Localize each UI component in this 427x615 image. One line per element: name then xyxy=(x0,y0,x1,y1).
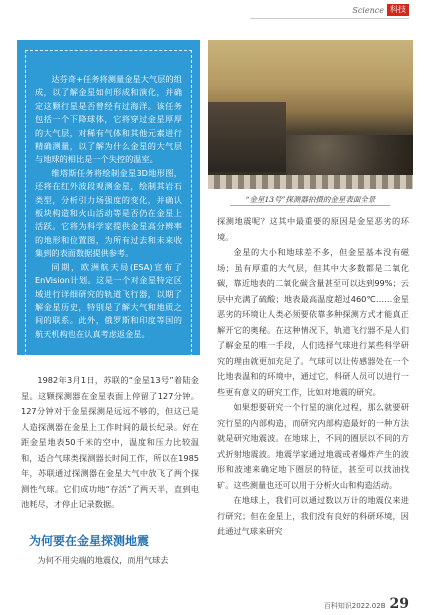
sidebar-paragraph: 达芬奇+任务将测量金星大气层的组成，以了解金星如何形成和演化，并确定这颗行星是否曾经有过海洋。该任务包括一个下降球体，它将穿过金星厚厚的大气层，对稀有气体和其他元素进行精确测量，以了解为什么金星的大气层与地球的相比是一个失控的温室。 xyxy=(35,74,182,165)
left-column xyxy=(21,373,199,513)
body-paragraph: 探测地震呢？这其中最重要的原因是金星恶劣的环境。 xyxy=(217,216,409,242)
sidebar-paragraph: 维塔斯任务将绘制金星3D地形图，还将在红外波段观测金星，绘制其岩石类型，分析引力场强度的变化，并确认板块构造和火山活动等是否仍在金星上活跃。它将为科学家提供金星高分辨率的地形和位置图，为所有过去和未来收集到的表面数据提供参考。 xyxy=(35,167,182,259)
left-column-continued xyxy=(21,553,199,569)
photo-rocks xyxy=(286,135,413,175)
header-divider xyxy=(250,18,409,19)
photo-probe-strip xyxy=(208,175,413,189)
body-paragraph: 为何不用尖端的地震仪，而用气球去 xyxy=(37,555,169,565)
section-tag: 科技 xyxy=(387,4,409,16)
journal-issue: 百科知识2022.02B xyxy=(323,602,386,610)
body-paragraph: 金星的大小和地球差不多，但金星基本没有磁场；虽有厚重的大气层，但其中大多数都是二氧化碳，靠近地表的二氧化碳含量甚至可以达到99%；云层中充满了硫酸；地表最高温度超过460℃……金星恶劣的环境让人类必须要依靠多种探测方式才能真正解开它的奥秘。在这种情况下，轨道飞行器不是人们了解金星的唯一手段，人们选择气球进行某些科学研究的理由就更加充足了。气球可以让传感器处在一个比地表温和的环境中，通过它，科研人员可以进行一些更有意义的研究工作，比如对地震的研究。 xyxy=(217,247,409,397)
photo-panel-left xyxy=(208,102,286,172)
body-paragraph: 1982年3月1日，苏联的“金星13号”着陆金星。这颗探测器在金星表面上停留了127分钟。127分钟对于金星探测是远远不够的，但这已是人造探测器在金星上工作时间的最长纪录。好在距金星地表50千米的空中，温度和压力比较温和，适合气球类探测器长时间工作，所以在1985年，苏联通过探测器在金星大气中放飞了两个探测性气球。它们成功地“存活”了两天半，直到电池耗尽，才停止记录数据。 xyxy=(21,375,199,509)
body-paragraph: 在地球上，我们可以通过数以万计的地震仪来进行研究；但在金星上，我们没有良好的科研环境，因此通过气球来研究 xyxy=(217,495,409,536)
section-heading: 为何要在金星探测地震 xyxy=(29,534,150,548)
right-column xyxy=(217,214,409,540)
page-number: 29 xyxy=(389,596,409,612)
sidebar-paragraph: 同期，欧洲航天局(ESA)宣布了EnVision计划。这是一个对金星特定区域进行详细研究的轨道飞行器，以期了解金星历史，特别是了解大气和地质之间的联系。此外，俄罗斯和印度等国的航天机构也在认真考虑返金星。 xyxy=(35,261,182,339)
page-header xyxy=(352,3,409,17)
photo-caption: “金星13号”探测器拍摄的金星表面全景 xyxy=(245,195,376,204)
page-footer xyxy=(324,596,409,612)
venus-surface-photo xyxy=(208,40,413,189)
section-label-en: Science xyxy=(352,5,384,15)
caption-divider xyxy=(230,205,390,206)
sidebar-border xyxy=(25,50,192,357)
body-paragraph: 如果想要研究一个行星的演化过程，那么就要研究行星的内部构造，而研究内部构造最好的一种方法就是研究地震波。在地球上，不同的圈层以不同的方式折射地震波。地震学家通过地震或者爆炸产生的波形和波速来确定地下圈层的特征，甚至可以找油找矿。这些测量也还可以用于分析火山和构造活动。 xyxy=(217,402,409,490)
sidebar-box xyxy=(17,40,200,355)
